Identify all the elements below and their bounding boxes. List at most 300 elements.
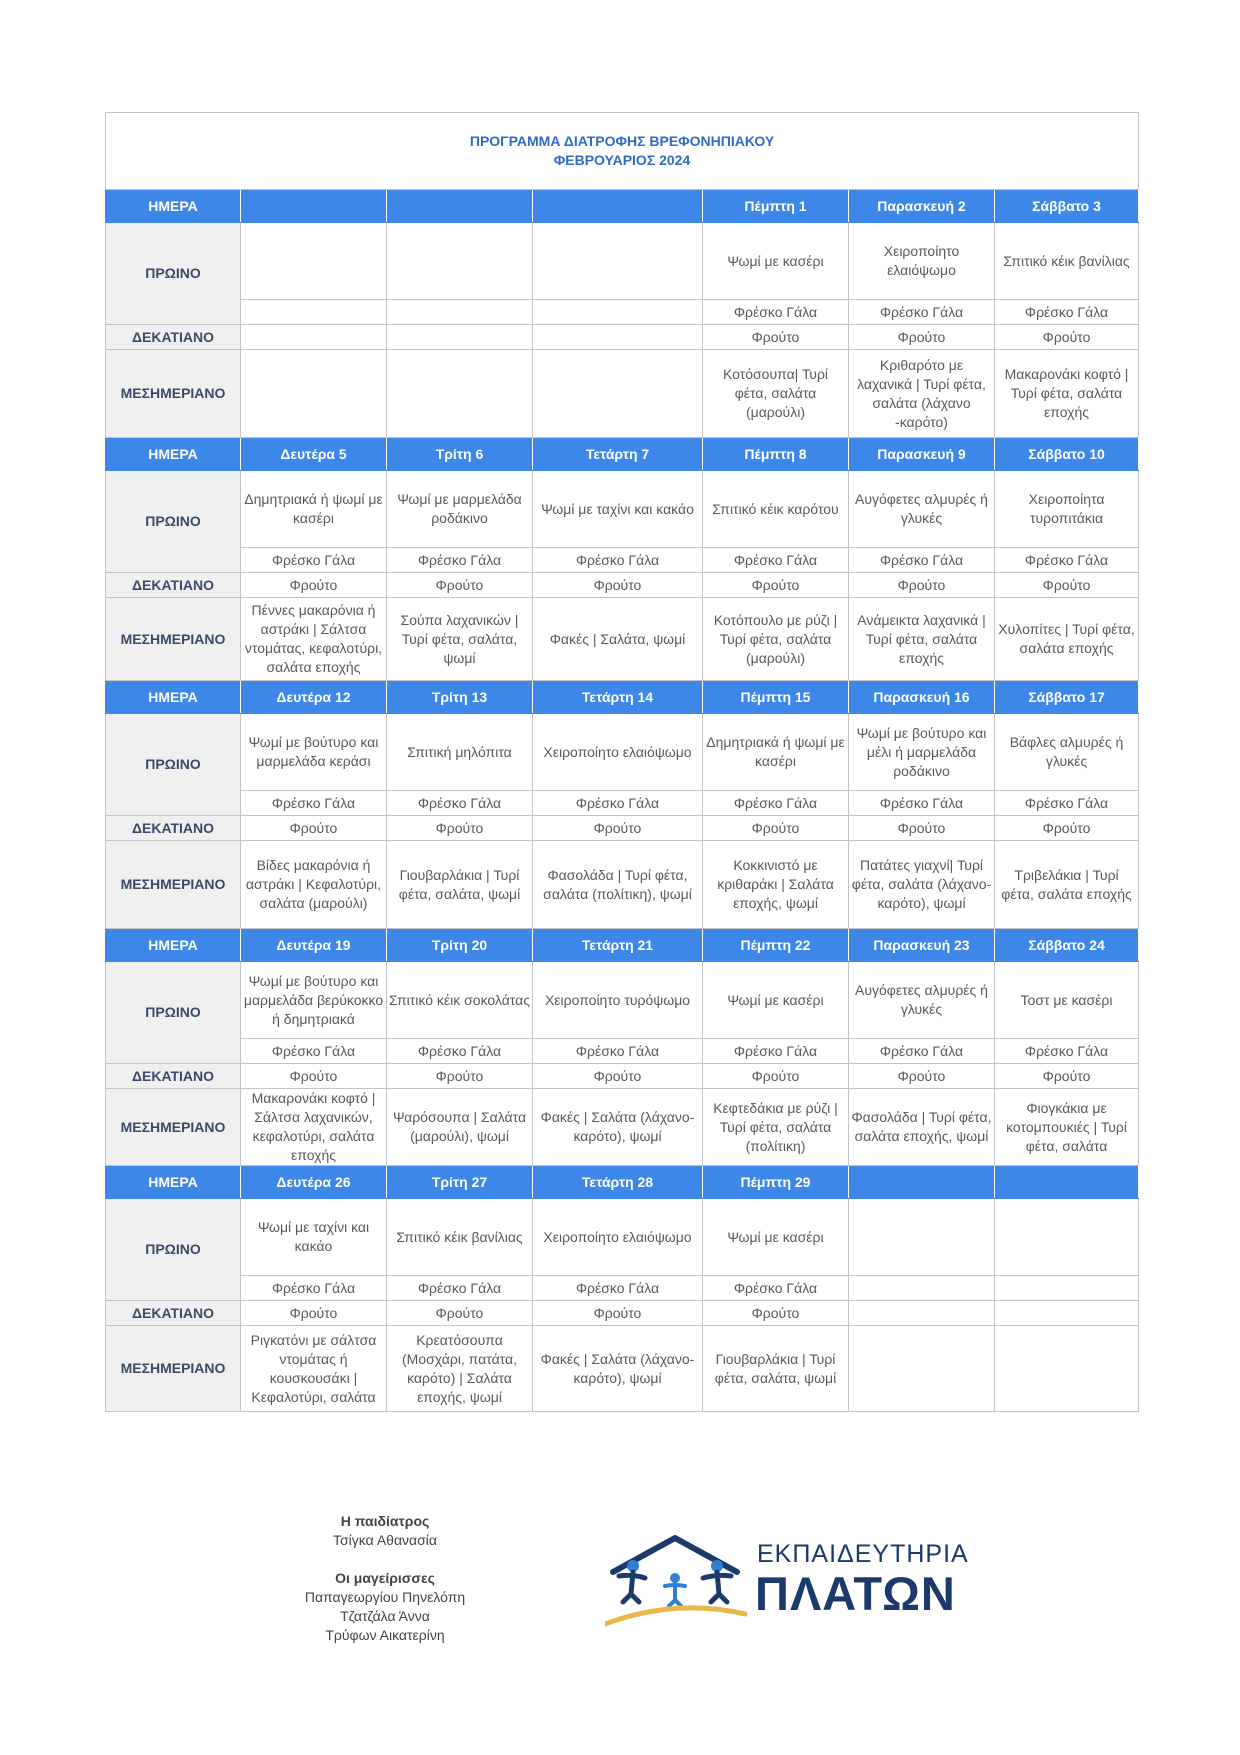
breakfast-cell-text: Δημητριακά ή ψωμί με κασέρι	[706, 734, 845, 769]
lunch-label	[106, 350, 241, 438]
lunch-cell	[533, 350, 703, 438]
lunch-cell-text: Κοτόπουλο με ρύζι | Τυρί φέτα, σαλάτα (μαρούλι)	[713, 611, 838, 666]
milk-cell	[849, 791, 995, 816]
breakfast-cell-text: Τοστ με κασέρι	[1020, 991, 1113, 1008]
lunch-cell	[241, 350, 387, 438]
lunch-cell-text: Πέννες μακαρόνια ή αστράκι | Σάλτσα ντομάτας, κεφαλοτύρι, σαλάτα εποχής	[244, 602, 383, 675]
week-header-row	[106, 190, 1139, 223]
day-header	[995, 929, 1139, 962]
milk-cell	[849, 1039, 995, 1064]
lunch-cell-text: Κριθαρότο με λαχανικά | Τυρί φέτα, σαλάτα (λάχανο -καρότο)	[857, 356, 986, 430]
breakfast-label-text: ΠΡΩΙΝΟ	[145, 513, 201, 529]
snack-cell	[995, 325, 1139, 350]
milk-cell	[533, 1039, 703, 1064]
breakfast-cell	[849, 714, 995, 791]
snack-cell-text: Φρούτο	[897, 819, 946, 836]
day-header	[387, 929, 533, 962]
lunch-cell	[995, 1326, 1139, 1412]
milk-cell-text: Φρέσκο Γάλα	[575, 1042, 660, 1059]
day-header	[387, 190, 533, 223]
title-line-1: ΠΡΟΓΡΑΜΜΑ ΔΙΑΤΡΟΦΗΣ ΒΡΕΦΟΝΗΠΙΑΚΟΥ	[469, 133, 775, 149]
snack-cell	[995, 816, 1139, 841]
lunch-cell-text: Φασολάδα | Τυρί φέτα, σαλάτα (πολίτικη), ψωμί	[543, 866, 692, 902]
breakfast-row	[106, 471, 1139, 548]
milk-cell-text: Φρέσκο Γάλα	[575, 794, 660, 811]
milk-cell	[241, 1276, 387, 1301]
breakfast-label-text: ΠΡΩΙΝΟ	[145, 756, 201, 772]
snack-cell-text: Φρούτο	[289, 576, 338, 593]
snack-label	[106, 1301, 241, 1326]
snack-label	[106, 325, 241, 350]
day-header-text: Παρασκευή 23	[873, 936, 970, 953]
lunch-label-text: ΜΕΣΗΜΕΡΙΑΝΟ	[120, 385, 226, 401]
lunch-cell	[387, 350, 533, 438]
snack-label	[106, 573, 241, 598]
cook-name: Τρύφων Αικατερίνη	[325, 1627, 445, 1643]
breakfast-label-text: ΠΡΩΙΝΟ	[145, 1004, 201, 1020]
snack-cell-text: Φρούτο	[751, 819, 800, 836]
snack-cell	[387, 573, 533, 598]
day-header-text: Δευτέρα 12	[276, 688, 351, 705]
lunch-cell	[995, 598, 1139, 681]
breakfast-cell-text: Σπιτικό κέικ σοκολάτας	[389, 991, 530, 1008]
snack-cell	[533, 1064, 703, 1089]
day-header-text: Τετάρτη 7	[585, 445, 650, 462]
day-header	[533, 929, 703, 962]
snack-cell	[849, 816, 995, 841]
logo-text-line-1: ΕΚΠΑΙΔΕΥΤΗΡΙΑ	[757, 1540, 969, 1568]
milk-cell	[703, 300, 849, 325]
milk-cell	[387, 548, 533, 573]
lunch-cell	[241, 1089, 387, 1166]
day-header	[703, 681, 849, 714]
day-header	[849, 681, 995, 714]
milk-cell	[387, 300, 533, 325]
week-header-row	[106, 438, 1139, 471]
breakfast-row	[106, 1199, 1139, 1276]
snack-cell	[703, 816, 849, 841]
snack-cell-text: Φρούτο	[1042, 819, 1091, 836]
lunch-cell	[995, 841, 1139, 929]
breakfast-cell	[533, 714, 703, 791]
day-header-text: Παρασκευή 16	[873, 688, 970, 705]
day-label-text: ΗΜΕΡΑ	[148, 936, 198, 953]
snack-cell	[849, 1301, 995, 1326]
lunch-row	[106, 598, 1139, 681]
snack-cell	[849, 1064, 995, 1089]
logo-text-line-2: ΠΛΑΤΩΝ	[755, 1567, 956, 1620]
lunch-cell	[995, 350, 1139, 438]
snack-cell	[703, 1064, 849, 1089]
day-label-text: ΗΜΕΡΑ	[148, 445, 198, 462]
day-header	[995, 438, 1139, 471]
day-label-text: ΗΜΕΡΑ	[148, 197, 198, 214]
milk-cell	[849, 1276, 995, 1301]
milk-cell	[703, 1276, 849, 1301]
snack-cell-text: Φρούτο	[593, 819, 642, 836]
breakfast-cell	[533, 223, 703, 300]
signatures	[270, 1512, 500, 1645]
day-header	[387, 681, 533, 714]
snack-cell	[241, 816, 387, 841]
day-header-text: Πέμπτη 8	[744, 445, 807, 462]
snack-cell	[387, 325, 533, 350]
lunch-cell-text: Χυλοπίτες | Τυρί φέτα, σαλάτα εποχής	[998, 621, 1135, 656]
lunch-cell-text: Βίδες μακαρόνια ή αστράκι | Κεφαλοτύρι, σαλάτα (μαρούλι)	[245, 857, 382, 911]
milk-cell	[995, 300, 1139, 325]
breakfast-cell-text: Σπιτικό κέικ καρότου	[712, 500, 839, 517]
milk-cell	[387, 1039, 533, 1064]
day-label	[106, 438, 241, 471]
snack-cell-text: Φρούτο	[289, 1067, 338, 1084]
lunch-cell	[849, 841, 995, 929]
milk-cell	[703, 548, 849, 573]
breakfast-cell	[703, 1199, 849, 1276]
breakfast-cell-text: Ψωμί με βούτυρο και μέλι ή μαρμελάδα ροδάκινο	[856, 724, 987, 779]
lunch-cell	[849, 1089, 995, 1166]
snack-cell	[849, 325, 995, 350]
milk-cell-text: Φρέσκο Γάλα	[271, 794, 356, 811]
lunch-cell-text: Φιογκάκια με κοτομπουκιές | Τυρί φέτα, σαλάτα	[1006, 1099, 1127, 1154]
breakfast-cell-text: Σπιτικό κέικ βανίλιας	[396, 1228, 523, 1245]
milk-cell	[241, 1039, 387, 1064]
lunch-cell	[241, 598, 387, 681]
lunch-label-text: ΜΕΣΗΜΕΡΙΑΝΟ	[120, 876, 226, 892]
day-header	[849, 190, 995, 223]
snack-label-text: ΔΕΚΑΤΙΑΝΟ	[131, 576, 214, 593]
day-header-text: Δευτέρα 5	[280, 445, 347, 462]
lunch-cell-text: Φασολάδα | Τυρί φέτα, σαλάτα εποχής, ψωμί	[851, 1109, 992, 1144]
snack-cell	[387, 816, 533, 841]
lunch-cell-text: Πατάτες γιαχνί| Τυρί φέτα, σαλάτα (λάχανο-καρότο), ψωμί	[851, 857, 992, 911]
snack-cell-text: Φρούτο	[593, 576, 642, 593]
day-header-text: Πέμπτη 29	[740, 1173, 811, 1190]
snack-cell-text: Φρούτο	[897, 328, 946, 345]
milk-cell	[387, 1276, 533, 1301]
day-header	[849, 929, 995, 962]
day-header-text: Δευτέρα 19	[276, 936, 351, 953]
day-header	[533, 438, 703, 471]
snack-cell-text: Φρούτο	[435, 1067, 484, 1084]
breakfast-cell-text: Χειροποίητο ελαιόψωμο	[543, 1228, 692, 1245]
lunch-label-text: ΜΕΣΗΜΕΡΙΑΝΟ	[120, 1360, 226, 1376]
snack-cell-text: Φρούτο	[435, 819, 484, 836]
milk-cell-text: Φρέσκο Γάλα	[733, 1042, 818, 1059]
milk-cell-text: Φρέσκο Γάλα	[733, 551, 818, 568]
lunch-cell	[703, 1326, 849, 1412]
snack-label-text: ΔΕΚΑΤΙΑΝΟ	[131, 819, 214, 836]
lunch-cell-text: Κοκκινιστό με κριθαράκι | Σαλάτα εποχής, ψωμί	[717, 857, 834, 911]
breakfast-cell	[849, 1199, 995, 1276]
milk-cell-text: Φρέσκο Γάλα	[575, 1279, 660, 1296]
milk-cell	[241, 548, 387, 573]
snack-cell	[995, 1064, 1139, 1089]
milk-row	[106, 548, 1139, 573]
breakfast-cell-text: Σπιτική μηλόπιτα	[407, 743, 512, 760]
snack-cell	[703, 1301, 849, 1326]
milk-cell-text: Φρέσκο Γάλα	[733, 794, 818, 811]
snack-cell	[703, 573, 849, 598]
lunch-cell-text: Σούπα λαχανικών | Τυρί φέτα, σαλάτα, ψωμί	[400, 611, 519, 666]
day-header-text: Σάββατο 3	[1032, 197, 1101, 214]
day-header	[241, 190, 387, 223]
milk-cell	[533, 548, 703, 573]
breakfast-cell-text: Ψωμί με κασέρι	[727, 1228, 824, 1245]
breakfast-cell-text: Ψωμί με κασέρι	[727, 991, 824, 1008]
snack-cell	[241, 1301, 387, 1326]
breakfast-cell	[703, 223, 849, 300]
lunch-cell-text: Γιουβαρλάκια | Τυρί φέτα, σαλάτα, ψωμί	[714, 1350, 837, 1386]
nutrition-table	[105, 112, 1139, 1412]
milk-cell-text: Φρέσκο Γάλα	[879, 551, 964, 568]
breakfast-cell	[241, 1199, 387, 1276]
lunch-cell-text: Μακαρονάκι κοφτό | Τυρί φέτα, σαλάτα εποχής	[1004, 366, 1129, 420]
snack-cell-text: Φρούτο	[435, 576, 484, 593]
lunch-cell	[849, 1326, 995, 1412]
day-header	[387, 1166, 533, 1199]
lunch-label	[106, 1326, 241, 1412]
lunch-cell	[703, 841, 849, 929]
milk-cell	[995, 1039, 1139, 1064]
snack-cell	[533, 325, 703, 350]
snack-row	[106, 325, 1139, 350]
day-label-text: ΗΜΕΡΑ	[148, 688, 198, 705]
breakfast-label	[106, 1199, 241, 1301]
day-header-text: Τετάρτη 21	[581, 936, 654, 953]
snack-label-text: ΔΕΚΑΤΙΑΝΟ	[131, 328, 214, 345]
lunch-cell-text: Κεφτεδάκια με ρύζι | Τυρί φέτα, σαλάτα (πολίτικη)	[713, 1099, 838, 1154]
pediatrician-title: Η παιδίατρος	[340, 1513, 430, 1529]
lunch-cell-text: Κοτόσουπα| Τυρί φέτα, σαλάτα (μαρούλι)	[722, 366, 829, 420]
lunch-cell	[387, 598, 533, 681]
milk-cell-text: Φρέσκο Γάλα	[417, 794, 502, 811]
milk-cell-text: Φρέσκο Γάλα	[271, 551, 356, 568]
breakfast-cell	[241, 962, 387, 1039]
lunch-label	[106, 1089, 241, 1166]
lunch-cell	[849, 598, 995, 681]
day-header	[703, 929, 849, 962]
breakfast-cell-text: Βάφλες αλμυρές ή γλυκές	[1009, 734, 1124, 769]
breakfast-cell	[995, 223, 1139, 300]
breakfast-label	[106, 714, 241, 816]
breakfast-cell-text: Δημητριακά ή ψωμί με κασέρι	[244, 491, 383, 526]
snack-cell-text: Φρούτο	[751, 328, 800, 345]
lunch-cell-text: Φακές | Σαλάτα, ψωμί	[549, 630, 686, 647]
day-header-text: Τρίτη 6	[435, 445, 484, 462]
lunch-row	[106, 841, 1139, 929]
snack-cell	[241, 573, 387, 598]
milk-cell-text: Φρέσκο Γάλα	[1024, 551, 1109, 568]
snack-cell-text: Φρούτο	[289, 819, 338, 836]
breakfast-cell	[995, 1199, 1139, 1276]
day-header	[241, 438, 387, 471]
breakfast-cell	[533, 1199, 703, 1276]
snack-cell	[533, 573, 703, 598]
day-header	[703, 190, 849, 223]
breakfast-cell	[387, 714, 533, 791]
day-header	[533, 681, 703, 714]
breakfast-cell-text: Χειροποίητα τυροπιτάκια	[1028, 491, 1105, 526]
milk-cell	[995, 548, 1139, 573]
snack-cell	[241, 325, 387, 350]
breakfast-cell	[533, 471, 703, 548]
day-header	[995, 1166, 1139, 1199]
snack-cell-text: Φρούτο	[1042, 328, 1091, 345]
breakfast-row	[106, 962, 1139, 1039]
breakfast-label-text: ΠΡΩΙΝΟ	[145, 265, 201, 281]
breakfast-cell-text: Αυγόφετες αλμυρές ή γλυκές	[855, 982, 988, 1017]
milk-cell-text: Φρέσκο Γάλα	[271, 1279, 356, 1296]
snack-cell	[995, 573, 1139, 598]
milk-cell	[849, 300, 995, 325]
milk-row	[106, 1276, 1139, 1301]
day-header	[533, 1166, 703, 1199]
breakfast-cell-text: Ψωμί με μαρμελάδα ροδάκινο	[397, 491, 522, 526]
milk-cell	[995, 791, 1139, 816]
week-header-row	[106, 929, 1139, 962]
milk-cell-text: Φρέσκο Γάλα	[575, 551, 660, 568]
snack-cell	[849, 573, 995, 598]
breakfast-label	[106, 471, 241, 573]
milk-cell-text: Φρέσκο Γάλα	[879, 303, 964, 320]
lunch-cell-text: Μακαρονάκι κοφτό | Σάλτσα λαχανικών, κεφαλοτύρι, σαλάτα εποχής	[251, 1090, 376, 1163]
snack-label-text: ΔΕΚΑΤΙΑΝΟ	[131, 1304, 214, 1321]
day-header-text: Τρίτη 20	[431, 936, 488, 953]
title-line-2: ΦΕΒΡΟΥΑΡΙΟΣ 2024	[553, 152, 691, 168]
day-header-text: Τρίτη 27	[431, 1173, 488, 1190]
day-label	[106, 929, 241, 962]
milk-cell	[703, 791, 849, 816]
snack-label-text: ΔΕΚΑΤΙΑΝΟ	[131, 1067, 214, 1084]
breakfast-row	[106, 223, 1139, 300]
day-header-text: Σάββατο 17	[1028, 688, 1105, 705]
lunch-cell	[533, 1089, 703, 1166]
snack-cell-text: Φρούτο	[593, 1304, 642, 1321]
breakfast-cell-text: Χειροποίητο ελαιόψωμο	[543, 743, 692, 760]
school-logo	[605, 1528, 969, 1628]
snack-cell	[387, 1301, 533, 1326]
breakfast-cell	[995, 471, 1139, 548]
breakfast-cell-text: Σπιτικό κέικ βανίλιας	[1003, 252, 1130, 269]
snack-cell	[387, 1064, 533, 1089]
lunch-cell	[387, 1089, 533, 1166]
day-header	[849, 438, 995, 471]
lunch-row	[106, 1089, 1139, 1166]
day-header	[241, 681, 387, 714]
snack-cell	[241, 1064, 387, 1089]
day-header-text: Παρασκευή 2	[877, 197, 966, 214]
breakfast-cell	[703, 471, 849, 548]
snack-cell	[995, 1301, 1139, 1326]
day-header-text: Πέμπτη 1	[744, 197, 807, 214]
milk-cell-text: Φρέσκο Γάλα	[879, 1042, 964, 1059]
lunch-cell-text: Γιουβαρλάκια | Τυρί φέτα, σαλάτα, ψωμί	[398, 866, 521, 902]
snack-cell-text: Φρούτο	[897, 1067, 946, 1084]
breakfast-cell	[849, 962, 995, 1039]
day-header	[703, 1166, 849, 1199]
milk-cell-text: Φρέσκο Γάλα	[417, 551, 502, 568]
milk-row	[106, 791, 1139, 816]
day-header-text: Τετάρτη 14	[581, 688, 654, 705]
breakfast-cell-text: Ψωμί με ταχίνι και κακάο	[257, 1219, 370, 1254]
snack-cell-text: Φρούτο	[751, 1304, 800, 1321]
breakfast-cell-text: Ψωμί με ταχίνι και κακάο	[541, 500, 694, 517]
snack-cell	[533, 1301, 703, 1326]
lunch-cell	[533, 598, 703, 681]
milk-cell-text: Φρέσκο Γάλα	[271, 1042, 356, 1059]
milk-cell	[849, 548, 995, 573]
breakfast-label	[106, 962, 241, 1064]
snack-cell-text: Φρούτο	[435, 1304, 484, 1321]
snack-cell-text: Φρούτο	[593, 1067, 642, 1084]
snack-cell	[703, 325, 849, 350]
day-header	[533, 190, 703, 223]
breakfast-cell	[387, 1199, 533, 1276]
day-header-text: Σάββατο 24	[1028, 936, 1105, 953]
breakfast-cell	[703, 962, 849, 1039]
day-header	[387, 438, 533, 471]
milk-cell	[533, 791, 703, 816]
snack-cell-text: Φρούτο	[1042, 1067, 1091, 1084]
lunch-cell	[241, 841, 387, 929]
snack-cell-text: Φρούτο	[897, 576, 946, 593]
lunch-row	[106, 350, 1139, 438]
cooks-title: Οι μαγείρισσες	[335, 1570, 435, 1586]
lunch-label	[106, 598, 241, 681]
breakfast-cell	[241, 714, 387, 791]
day-header	[995, 190, 1139, 223]
snack-row	[106, 816, 1139, 841]
day-header	[849, 1166, 995, 1199]
snack-cell-text: Φρούτο	[751, 1067, 800, 1084]
milk-cell-text: Φρέσκο Γάλα	[1024, 303, 1109, 320]
breakfast-row	[106, 714, 1139, 791]
lunch-cell-text: Φακές | Σαλάτα (λάχανο-καρότο), ψωμί	[540, 1350, 695, 1386]
day-header	[241, 929, 387, 962]
breakfast-cell	[849, 471, 995, 548]
lunch-label-text: ΜΕΣΗΜΕΡΙΑΝΟ	[120, 630, 226, 647]
day-header-text: Παρασκευή 9	[877, 445, 966, 462]
day-header	[995, 681, 1139, 714]
house-people-icon	[605, 1528, 755, 1628]
lunch-label-text: ΜΕΣΗΜΕΡΙΑΝΟ	[120, 1118, 226, 1135]
milk-cell	[995, 1276, 1139, 1301]
lunch-cell	[533, 841, 703, 929]
lunch-cell	[387, 1326, 533, 1412]
day-label-text: ΗΜΕΡΑ	[148, 1173, 198, 1190]
lunch-cell	[387, 841, 533, 929]
week-header-row	[106, 1166, 1139, 1199]
week-header-row	[106, 681, 1139, 714]
lunch-cell	[703, 1089, 849, 1166]
snack-cell-text: Φρούτο	[751, 576, 800, 593]
table-title	[106, 113, 1139, 190]
day-header	[703, 438, 849, 471]
lunch-cell-text: Ψαρόσουπα | Σαλάτα (μαρούλι), ψωμί	[392, 1109, 527, 1144]
menu-sheet	[105, 112, 1138, 1412]
lunch-label	[106, 841, 241, 929]
milk-row	[106, 300, 1139, 325]
breakfast-cell	[387, 471, 533, 548]
breakfast-cell-text: Ψωμί με βούτυρο και μαρμελάδα βερύκοκκο ή δημητριακά	[243, 972, 384, 1027]
milk-cell	[703, 1039, 849, 1064]
milk-cell-text: Φρέσκο Γάλα	[733, 303, 818, 320]
breakfast-label-text: ΠΡΩΙΝΟ	[145, 1241, 201, 1257]
milk-cell	[533, 300, 703, 325]
day-label	[106, 1166, 241, 1199]
breakfast-cell	[241, 223, 387, 300]
breakfast-cell	[995, 714, 1139, 791]
